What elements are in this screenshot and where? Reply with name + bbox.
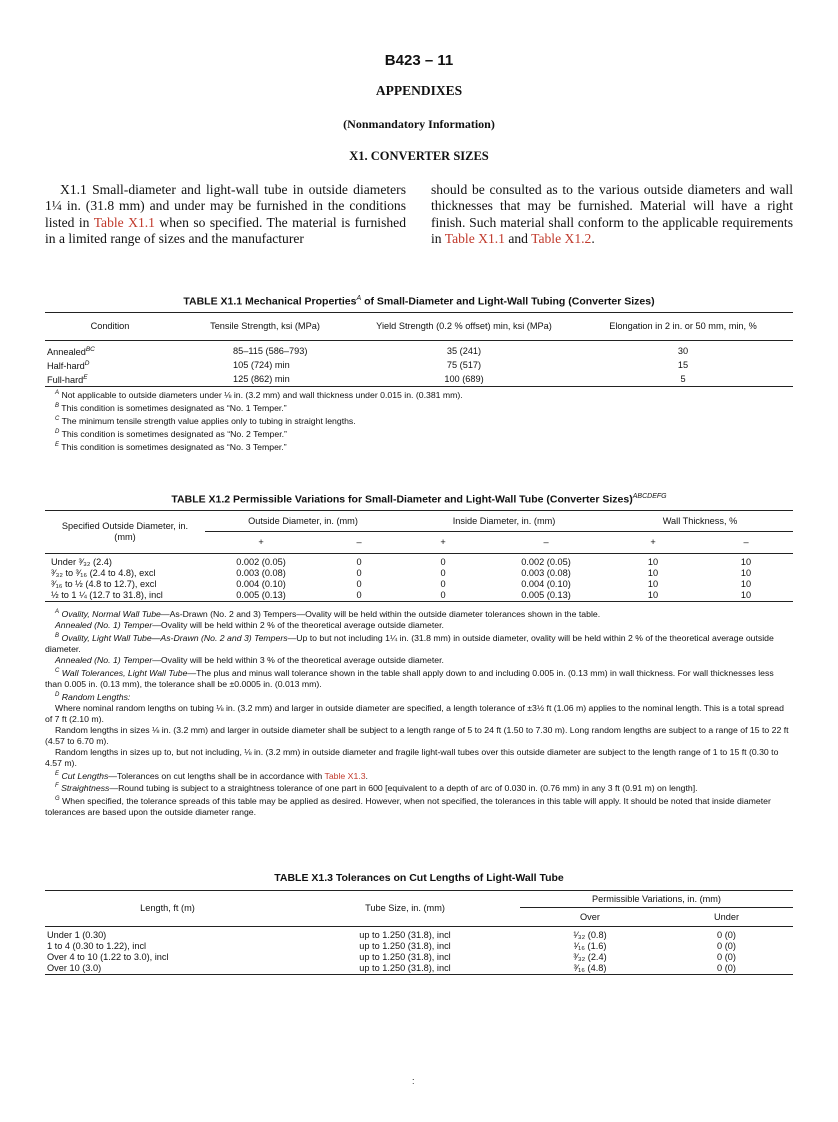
table-row — [45, 590, 793, 602]
column-header: Specified Outside Diameter, in. (mm) — [45, 511, 205, 554]
od-plus-cell: 0.003 (0.08) — [236, 568, 286, 578]
column-header: Yield Strength (0.2 % offset) min, ksi (MPa) — [355, 313, 573, 341]
table-x1-2-notes — [45, 607, 793, 818]
footnote-text: The minimum tensile strength value applies only to tubing in straight lengths. — [61, 415, 356, 426]
footnote-text: —Round tubing is subject to a straightness tolerance of one part in 600 [equivalent to a depth of arc of 0.030 in. (0.76 mm) in any 3 ft (0.91 m) on length]. — [109, 783, 698, 794]
od-plus-cell: 0.005 (0.13) — [205, 590, 317, 602]
id-plus-cell: 0 — [440, 557, 446, 567]
elongation-cell: 15 — [677, 359, 689, 370]
footnote-mark: B — [55, 632, 60, 639]
condition-text: Full-hard — [47, 375, 84, 386]
column-header: Outside Diameter, in. (mm) — [205, 511, 401, 532]
size-cell: ½ to 1 ¼ (12.7 to 31.8), incl — [45, 590, 205, 602]
footnote-text: . — [365, 770, 368, 781]
under-cell: 0 (0) — [717, 941, 736, 951]
table-row — [45, 963, 793, 975]
id-minus-cell: 0.005 (0.13) — [485, 590, 607, 602]
minus-header: – — [485, 532, 607, 554]
footnote-mark: C — [55, 667, 60, 674]
tensile-cell: 125 (862) min — [175, 372, 355, 387]
column-header: Tensile Strength, ksi (MPa) — [175, 313, 355, 341]
footnote: Where nominal random lengths on tubing ⅛ in. (3.2 mm) and larger in outside diameter are specified, a length tolerance of ±3½ ft (1.06 m) applies to the nominal length. This is a total spread of 7 ft (2.10 m). — [45, 702, 784, 724]
footnote: Random lengths in sizes ⅛ in. (3.2 mm) and larger in outside diameter shall be subject to a length range of 5 to 24 ft (1.50 to 7.30 m). Long random lengths are subject to a range of 15 to 22 ft (4.57 to 6.70 m). — [45, 724, 789, 746]
footnote-mark: F — [55, 783, 59, 790]
plus-header: + — [205, 532, 317, 554]
table-x1-1 — [45, 312, 793, 387]
table-x1-1-link[interactable]: Table X1.1 — [444, 231, 505, 247]
plus-header: + — [607, 532, 699, 554]
over-header: Over — [520, 908, 660, 927]
footnote — [45, 666, 793, 690]
table-x1-3 — [45, 890, 793, 975]
minus-header: – — [317, 532, 401, 554]
column-header: Length, ft (m) — [45, 891, 290, 927]
footnote: Random lengths in sizes up to, but not including, ⅛ in. (3.2 mm) in outside diameter and fragile light-wall tubes over this outside diameter are subject to the length range of 1 to 15 ft (0.30 to 4.57 m). — [45, 746, 779, 768]
elongation-cell: 30 — [677, 345, 689, 356]
table-row — [45, 554, 793, 569]
table-x1-3-link[interactable]: Table X1.3 — [324, 770, 366, 781]
tensile-cell: 105 (724) min — [233, 359, 290, 370]
under-cell: 0 (0) — [717, 930, 736, 940]
table-row — [45, 358, 793, 372]
condition-text: Half-hard — [47, 361, 85, 372]
id-plus-cell: 0 — [440, 579, 446, 589]
size-cell: ³⁄₃₂ to ³⁄₁₆ (2.4 to 4.8), excl — [51, 568, 156, 578]
nonmandatory-label: (Nonmandatory Information) — [343, 117, 495, 131]
wall-plus-cell: 10 — [607, 590, 699, 602]
footnote-text: —Tolerances on cut lengths shall be in accordance with — [108, 770, 325, 781]
wall-minus-cell: 10 — [740, 568, 752, 578]
table-x1-2 — [45, 510, 793, 602]
footnote-text: —Ovality will be held within 3 % of the theoretical average outside diameter. — [152, 654, 444, 665]
wall-minus-cell: 10 — [740, 557, 752, 567]
footnote-text: This condition is sometimes designated as “No. 3 Temper.” — [61, 441, 287, 452]
od-minus-cell: 0 — [356, 579, 362, 589]
table-x1-2-link[interactable]: Table X1.2 — [531, 231, 592, 247]
condition-cell — [45, 358, 175, 372]
length-cell: Over 10 (3.0) — [45, 963, 290, 975]
length-cell: Over 4 to 10 (1.22 to 3.0), incl — [47, 952, 169, 962]
section-x1-heading: X1. CONVERTER SIZES — [349, 149, 489, 163]
footnote — [55, 401, 790, 414]
id-minus-cell: 0.002 (0.05) — [521, 557, 571, 567]
condition-cell — [45, 341, 175, 359]
footnote — [55, 427, 790, 440]
tube-size-cell: up to 1.250 (31.8), incl — [359, 930, 451, 940]
footnote-text: When specified, the tolerance spreads of this table may be applied as desired. However, when not specified, the tolerances in this table will apply. It should be noted that inside diameter tolerances are based upon the outside diameter range. — [45, 796, 771, 818]
yield-cell: 100 (689) — [355, 372, 573, 387]
footnote-title: Annealed (No. 1) Temper — [55, 619, 153, 630]
caption-text: of Small-Diameter and Light-Wall Tubing (Converter Sizes) — [361, 295, 655, 308]
column-header: Wall Thickness, % — [607, 511, 793, 532]
plus-header: + — [401, 532, 485, 554]
table-row — [45, 568, 793, 579]
footnote-mark: E — [55, 441, 60, 448]
footnote-mark: E — [83, 374, 88, 382]
id-minus-cell: 0.003 (0.08) — [521, 568, 571, 578]
footnote-mark: A — [55, 390, 60, 396]
od-plus-cell: 0.002 (0.05) — [236, 557, 286, 567]
footnote — [45, 690, 793, 703]
footnote — [55, 388, 790, 401]
footnote-mark: D — [55, 428, 60, 435]
footnote — [55, 440, 790, 453]
caption-text: TABLE X1.2 Permissible Variations for Small-Diameter and Light-Wall Tube (Converter Sizes) — [171, 493, 633, 506]
footnote-mark: D — [55, 691, 60, 698]
x1-1-paragraph-right — [431, 182, 793, 248]
x1-1-text: should be consulted as to the various outside diameters and wall thicknesses that may be furnished. Material will have a right finish. Such material shall conform to the applicable requirements in — [431, 182, 793, 247]
page-mark: : — [412, 1076, 415, 1086]
under-cell: 0 (0) — [717, 952, 736, 962]
footnote — [45, 607, 793, 620]
condition-text: Annealed — [47, 347, 86, 358]
table-row — [45, 941, 793, 952]
footnote-mark: C — [55, 415, 60, 422]
footnote-text: —The plus and minus wall tolerance shown in the table shall apply down to and including 0.005 in. (0.13 mm) in wall thickness. For wall thicknesses less than 0.005 in. (0.13 mm), the tolerance shall be ±0.0005 in. (0.013 mm). — [45, 667, 774, 689]
footnote — [55, 414, 790, 427]
footnote-title: Straightness — [61, 783, 110, 794]
yield-cell: 75 (517) — [446, 359, 482, 370]
over-cell: ¹⁄₁₆ (1.6) — [573, 941, 607, 951]
over-cell: ³⁄₃₂ (2.4) — [573, 952, 607, 962]
footnote-title: Ovality, Normal Wall Tube — [61, 608, 161, 619]
column-header: Tube Size, in. (mm) — [290, 891, 520, 927]
wall-minus-cell: 10 — [699, 590, 793, 602]
table-x1-2-caption — [45, 493, 793, 506]
footnote-mark: E — [55, 770, 60, 777]
id-plus-cell: 0 — [440, 568, 446, 578]
yield-cell: 35 (241) — [446, 345, 482, 356]
wall-minus-cell: 10 — [740, 579, 752, 589]
footnote-title: Annealed (No. 1) Temper — [55, 654, 153, 665]
column-header: Condition — [45, 313, 175, 341]
table-row — [45, 952, 793, 963]
document-designation: B423 – 11 — [384, 52, 454, 69]
condition-cell — [45, 372, 175, 387]
tube-size-cell: up to 1.250 (31.8), incl — [359, 941, 451, 951]
od-minus-cell: 0 — [356, 557, 362, 567]
caption-footnote-mark: A — [356, 295, 362, 302]
x1-1-text: . — [591, 231, 595, 247]
length-cell: 1 to 4 (0.30 to 1.22), incl — [47, 941, 147, 951]
id-minus-cell: 0.004 (0.10) — [521, 579, 571, 589]
wall-plus-cell: 10 — [647, 568, 659, 578]
od-minus-cell: 0 — [356, 568, 362, 578]
table-x1-1-notes — [55, 388, 790, 452]
tensile-cell: 85–115 (586–793) — [233, 345, 308, 356]
footnote-text: —Up to but not including 1¼ in. (31.8 mm) in outside diameter, ovality will be held within 2 % of the theoretical average outside diameter. — [45, 632, 774, 654]
footnote-title: Wall Tolerances, Light Wall Tube — [61, 667, 188, 678]
wall-plus-cell: 10 — [647, 557, 659, 567]
table-row — [45, 927, 793, 942]
column-header: Elongation in 2 in. or 50 mm, min, % — [573, 313, 793, 341]
id-plus-cell: 0 — [401, 590, 485, 602]
under-cell: 0 (0) — [660, 963, 793, 975]
footnote-title: Random Lengths: — [61, 691, 131, 702]
footnote — [45, 655, 793, 666]
tube-size-cell: up to 1.250 (31.8), incl — [359, 952, 451, 962]
footnote-text: —As-Drawn (No. 2 and 3) Tempers—Ovality will be held within the outside diameter tolerances shown in the table. — [160, 608, 601, 619]
tube-size-cell: up to 1.250 (31.8), incl — [290, 963, 520, 975]
x1-1-text: and — [504, 231, 532, 247]
over-cell: ¹⁄₃₂ (0.8) — [573, 930, 607, 940]
length-cell: Under 1 (0.30) — [47, 930, 107, 940]
footnote-text: Not applicable to outside diameters under ⅛ in. (3.2 mm) and wall thickness under 0.015 in. (0.381 mm). — [61, 389, 463, 400]
table-x1-1-caption — [45, 295, 793, 308]
footnote-mark: G — [55, 796, 60, 803]
x1-1-paragraph-left — [45, 182, 406, 248]
x1-1-text: when so specified. The material is furnished in a limited range of sizes and the manufacturer — [45, 214, 406, 247]
table-header-row — [45, 313, 793, 341]
footnote — [45, 781, 793, 794]
size-cell: Under ³⁄₃₂ (2.4) — [51, 557, 112, 567]
footnote-text: This condition is sometimes designated as “No. 1 Temper.” — [61, 402, 287, 413]
table-row — [45, 341, 793, 359]
footnote-title: Cut Lengths — [61, 770, 109, 781]
column-header: Permissible Variations, in. (mm) — [520, 891, 793, 908]
under-header: Under — [660, 908, 793, 927]
over-cell: ³⁄₁₆ (4.8) — [520, 963, 660, 975]
footnote-mark: BC — [85, 346, 95, 353]
footnote-text: This condition is sometimes designated as “No. 2 Temper.” — [61, 428, 287, 439]
footnote-text: —Ovality will be held within 2 % of the theoretical average outside diameter. — [152, 619, 444, 630]
footnote — [45, 769, 793, 782]
table-x1-3-caption: TABLE X1.3 Tolerances on Cut Lengths of Light-Wall Tube — [274, 872, 564, 884]
od-minus-cell: 0 — [317, 590, 401, 602]
elongation-cell: 5 — [573, 372, 793, 387]
minus-header: – — [699, 532, 793, 554]
footnote-title: Ovality, Light Wall Tube—As-Drawn (No. 2 and 3) Tempers — [61, 632, 288, 643]
footnote — [45, 620, 793, 631]
footnote — [45, 631, 793, 655]
footnote-mark: D — [84, 360, 90, 368]
od-plus-cell: 0.004 (0.10) — [236, 579, 286, 589]
column-header: Inside Diameter, in. (mm) — [401, 511, 607, 532]
footnote — [45, 794, 793, 818]
footnote-mark: B — [55, 402, 60, 409]
table-header-row — [45, 891, 793, 908]
table-header-row — [45, 511, 793, 532]
wall-plus-cell: 10 — [647, 579, 659, 589]
table-row — [45, 579, 793, 590]
appendixes-heading: APPENDIXES — [375, 83, 463, 98]
table-row — [45, 372, 793, 387]
size-cell: ³⁄₁₆ to ½ (4.8 to 12.7), excl — [51, 579, 157, 589]
footnote-mark: A — [55, 609, 60, 615]
caption-text: TABLE X1.1 Mechanical Properties — [183, 295, 357, 308]
caption-footnote-mark: ABCDEFG — [632, 493, 667, 500]
x1-1-text: X1.1 Small-diameter and light-wall tube in outside diameters 1¼ in. (31.8 mm) and under may be furnished in the conditions listed in — [45, 182, 406, 230]
table-x1-1-link[interactable]: Table X1.1 — [93, 214, 155, 230]
